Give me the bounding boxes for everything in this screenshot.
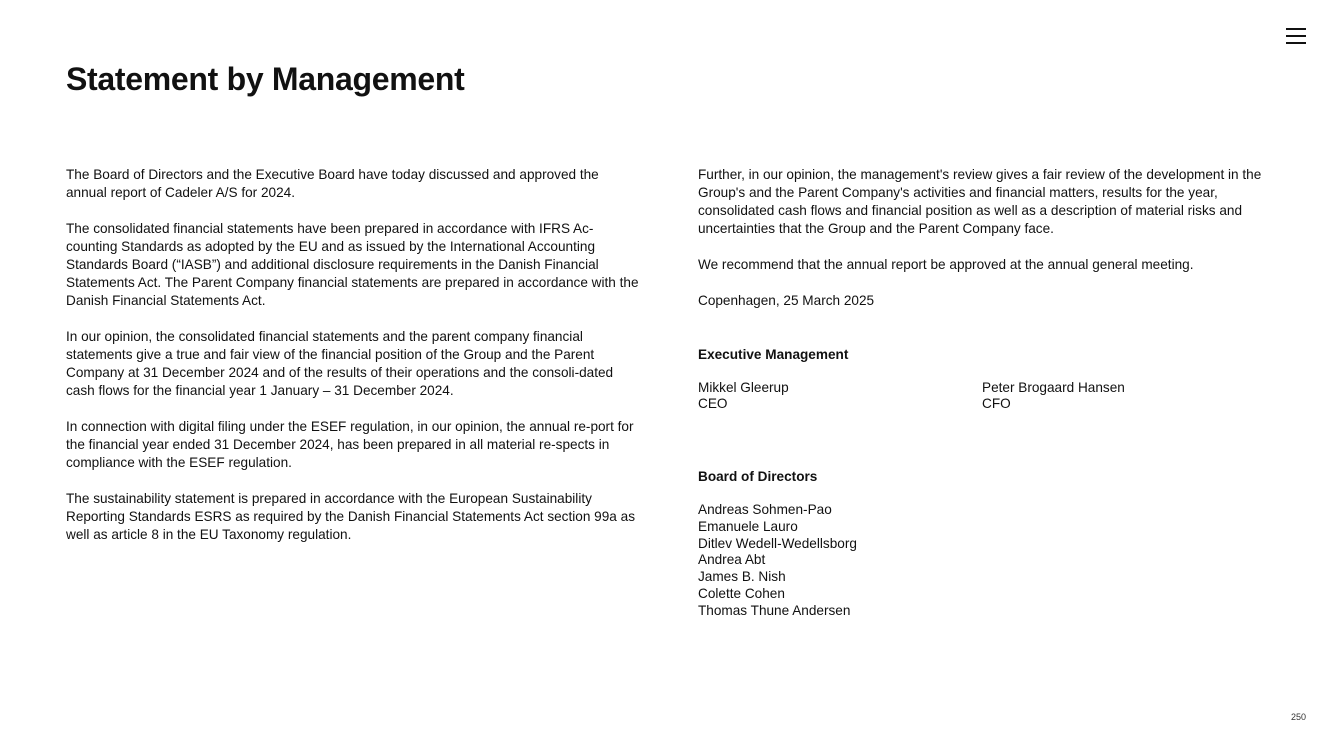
board-member: Colette Cohen	[698, 585, 785, 601]
paragraph: In our opinion, the consolidated financial statements and the parent company financial statements give a true and fair view of the financial position of the Group and the Parent Company at 31 December 2024 and of the results of their operations and the consoli-dated cash flows for the financial year 1 January – 31 December 2024.	[66, 329, 614, 398]
paragraph: The sustainability statement is prepared in accordance with the European Sustainability Reporting Standards ESRS as required by the Danish Financial Statements Act section 99a as well as article 8 in the EU Taxonomy regulation.	[66, 491, 635, 542]
right-column	[698, 166, 1268, 328]
board-member: Thomas Thune Andersen	[698, 602, 851, 618]
paragraph: The Board of Directors and the Executive Board have today discussed and approved the annual report of Cadeler A/S for 2024.	[66, 167, 599, 200]
signer-ceo	[698, 380, 789, 412]
executive-management-heading: Executive Management	[698, 347, 849, 362]
board-member: Ditlev Wedell-Wedellsborg	[698, 535, 857, 551]
signer-name: Peter Brogaard Hansen	[982, 380, 1125, 395]
paragraph: We recommend that the annual report be approved at the annual general meeting.	[698, 257, 1194, 272]
signer-cfo	[982, 380, 1125, 412]
board-of-directors-heading: Board of Directors	[698, 469, 818, 484]
board-member: Emanuele Lauro	[698, 518, 798, 534]
page-title: Statement by Management	[66, 61, 465, 97]
paragraph: In connection with digital filing under the ESEF regulation, in our opinion, the annual re-port for the financial year ended 31 December 2024, has been prepared in all material re-spects in compliance with the ESEF regulation.	[66, 419, 634, 470]
menu-bar	[1286, 42, 1306, 44]
board-member: Andrea Abt	[698, 552, 766, 568]
left-column	[66, 166, 641, 562]
board-member: James B. Nish	[698, 569, 786, 585]
signer-role: CFO	[982, 396, 1011, 411]
menu-bar	[1286, 28, 1306, 30]
board-member: Andreas Sohmen-Pao	[698, 502, 832, 517]
paragraph: The consolidated financial statements have been prepared in accordance with IFRS Ac-counting Standards as adopted by the EU and as issued by the International Accounting Standards Board (“IASB”) and additional disclosure requirements in the Danish Financial Statements Act. The Parent Company financial statements are prepared in accordance with the Danish Financial Statements Act.	[66, 221, 639, 308]
board-members-list	[698, 502, 857, 620]
signer-name: Mikkel Gleerup	[698, 380, 789, 395]
page-number: 250	[1290, 712, 1306, 722]
signer-role: CEO	[698, 396, 728, 411]
place-date: Copenhagen, 25 March 2025	[698, 293, 875, 308]
menu-bar	[1286, 35, 1306, 37]
paragraph: Further, in our opinion, the management's review gives a fair review of the development in the Group's and the Parent Company's activities and financial matters, results for the year, consolidated cash flows and financial position as well as a description of material risks and uncertainties that the Group and the Parent Company face.	[698, 167, 1262, 236]
hamburger-menu-icon[interactable]	[1286, 27, 1306, 45]
